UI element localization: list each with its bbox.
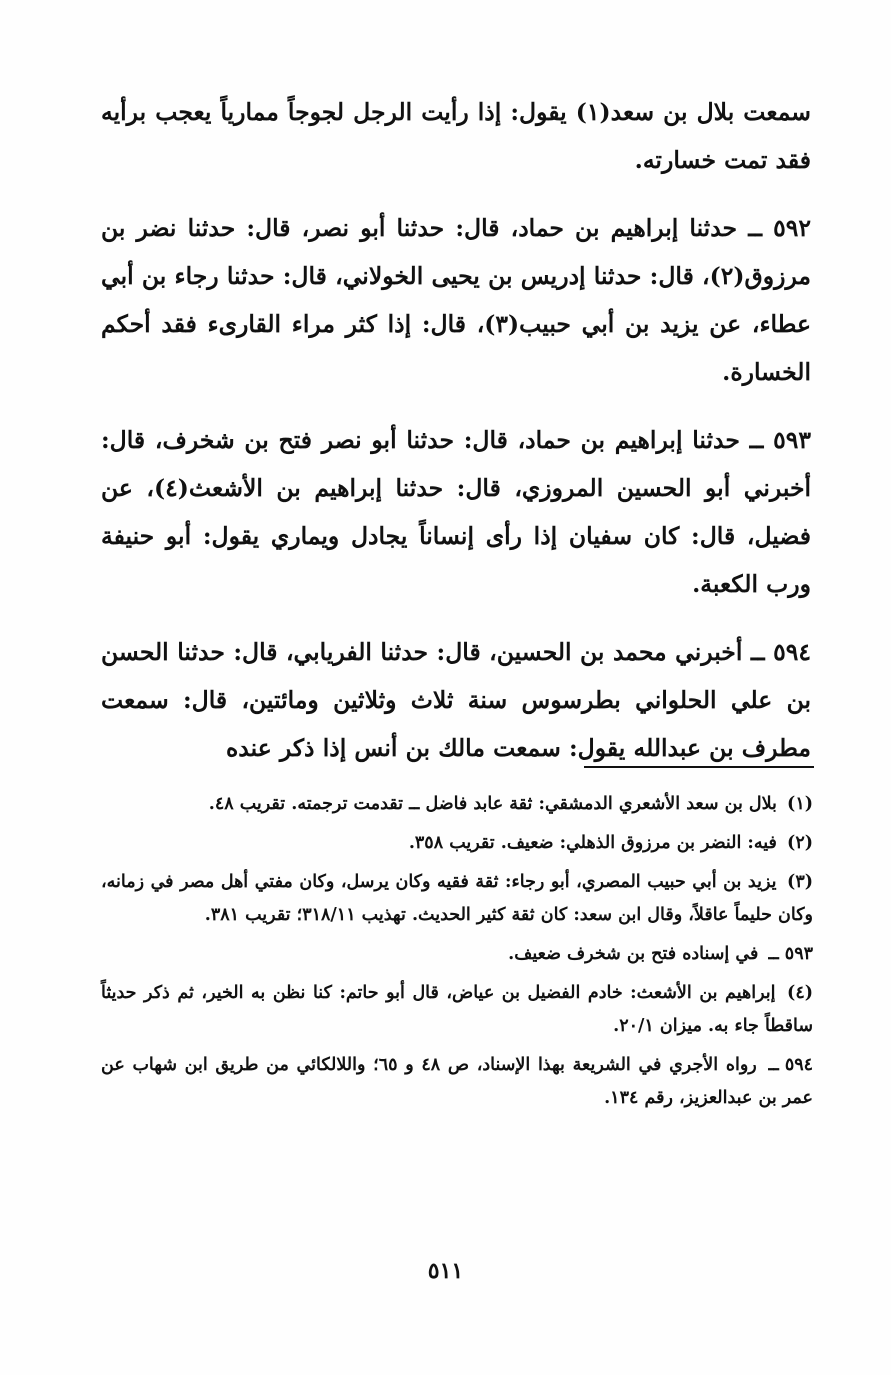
footnote-marker: (٣) (787, 872, 813, 892)
footnotes (101, 788, 813, 1121)
footnote-text: في إسناده فتح بن شخرف ضعيف. (508, 944, 759, 964)
main-text (101, 88, 811, 792)
paragraph-593 (101, 416, 811, 608)
paragraph-594 (101, 628, 811, 772)
footnote-text: يزيد بن أبي حبيب المصري، أبو رجاء: ثقة فقيه وكان يرسل، وكان مفتي أهل مصر في زمانه، وكان حليماً عاقلاً، وقال ابن سعد: كان ثقة كثير الحديث. تهذيب ٣١٨/١١؛ تقريب ٣٨١. (101, 872, 813, 925)
footnote-text: فيه: النضر بن مرزوق الذهلي: ضعيف. تقريب ٣٥٨. (408, 833, 777, 853)
footnote-1 (101, 788, 813, 821)
footnote-3 (101, 866, 813, 932)
footnote-text: بلال بن سعد الأشعري الدمشقي: ثقة عابد فاضل ــ تقدمت ترجمته. تقريب ٤٨. (208, 794, 777, 814)
paragraph-592 (101, 204, 811, 396)
page-number: ٥١١ (427, 1258, 464, 1284)
paragraph-number: ٥٩٣ ــ (749, 426, 812, 454)
paragraph-continuation (101, 88, 811, 184)
footnote-text: رواه الأجري في الشريعة بهذا الإسناد، ص ٤٨ و ٦٥؛ واللالكائي من طريق ابن شهاب عن عمر بن عبدالعزيز، رقم ١٣٤. (101, 1055, 813, 1108)
footnote-text: إبراهيم بن الأشعث: خادم الفضيل بن عياض، قال أبو حاتم: كنا نظن به الخير، ثم ذكر حديثاً ساقطاً جاء به. ميزان ٢٠/١. (101, 983, 813, 1036)
footnote-marker: (٤) (787, 983, 813, 1003)
paragraph-text: حدثنا إبراهيم بن حماد، قال: حدثنا أبو نصر فتح بن شخرف، قال: أخبرني أبو الحسين المروزي، قال: حدثنا إبراهيم بن الأشعث(٤)، عن فضيل، قال: كان سفيان إذا رأى إنساناً يجادل ويماري يقول: أبو حنيفة ورب الكعبة. (101, 426, 811, 598)
footnote-594 (101, 1049, 813, 1115)
footnote-2 (101, 827, 813, 860)
footnote-marker: ٥٩٣ ــ (768, 944, 813, 964)
footnote-593 (101, 938, 813, 971)
footnote-marker: (١) (787, 794, 813, 814)
footnote-marker: (٢) (787, 833, 813, 853)
footnote-divider (584, 766, 814, 768)
paragraph-text: أخبرني محمد بن الحسين، قال: حدثنا الفريابي، قال: حدثنا الحسن بن علي الحلواني بطرسوس سنة ثلاث وثلاثين ومائتين، قال: سمعت مطرف بن عبدالله يقول: سمعت مالك بن أنس إذا ذكر عنده (101, 638, 811, 762)
paragraph-text: حدثنا إبراهيم بن حماد، قال: حدثنا أبو نصر، قال: حدثنا نضر بن مرزوق(٢)، قال: حدثنا إدريس بن يحيى الخولاني، قال: حدثنا رجاء بن أبي عطاء، عن يزيد بن أبي حبيب(٣)، قال: إذا كثر مراء القارىء فقد أحكم الخسارة. (101, 214, 811, 386)
paragraph-number: ٥٩٢ ــ (748, 214, 812, 242)
paragraph-text: سمعت بلال بن سعد(١) يقول: إذا رأيت الرجل لجوجاً ممارياً يعجب برأيه فقد تمت خسارته. (101, 98, 812, 174)
footnote-4 (101, 977, 813, 1043)
paragraph-number: ٥٩٤ ــ (750, 638, 812, 666)
footnote-marker: ٥٩٤ ــ (768, 1055, 814, 1075)
